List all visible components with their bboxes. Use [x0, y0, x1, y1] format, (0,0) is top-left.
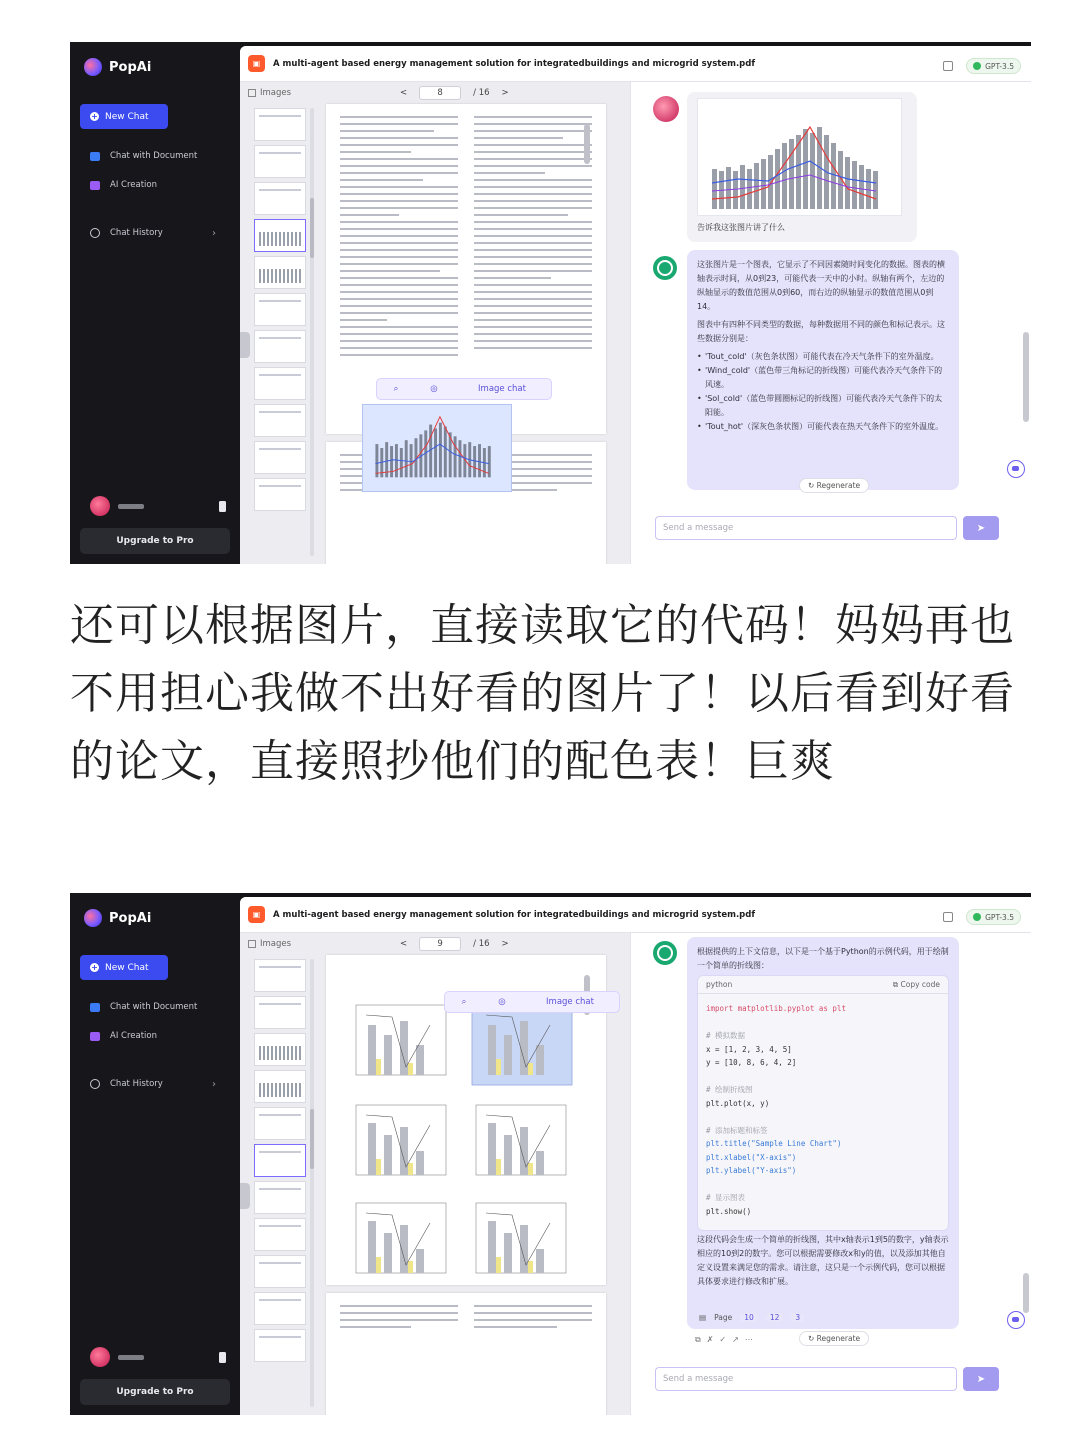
pdf-icon: ▣ — [248, 906, 265, 923]
assistant-message — [687, 250, 959, 490]
openai-icon — [973, 913, 981, 921]
page-ref[interactable]: 10 — [740, 1313, 758, 1322]
code-line — [706, 1178, 940, 1192]
code-line: # 模拟数据 — [706, 1031, 746, 1040]
images-label: Images — [260, 88, 292, 98]
thumbnail-panel — [248, 82, 314, 564]
regenerate-label: Regenerate — [816, 481, 861, 490]
popai-logo-icon — [84, 58, 102, 76]
page-thumbnail-active[interactable] — [254, 1144, 306, 1177]
main-panel — [240, 46, 1031, 564]
sidebar-item-label: Chat History — [110, 1079, 163, 1089]
selected-figure[interactable] — [362, 404, 512, 492]
source-pages — [699, 1313, 804, 1322]
assistant-float-icon[interactable] — [1007, 1311, 1025, 1329]
bot-avatar — [653, 256, 677, 280]
share-icon[interactable] — [943, 61, 953, 71]
caption-text: 还可以根据图片，直接读取它的代码！妈妈再也不用担心我做不出好看的图片了！以后看到好看的论文，直接照抄他们的配色表！巨爽 — [70, 600, 1015, 787]
send-icon: ➤ — [976, 1373, 986, 1385]
document-title: A multi-agent based energy management solution for integratedbuildings and microgrid system.pdf — [273, 58, 756, 69]
model-label: GPT-3.5 — [985, 61, 1014, 71]
bot-avatar — [653, 941, 677, 965]
sidebar-item-chat-with-document[interactable] — [80, 148, 230, 164]
page-thumbnail[interactable] — [254, 145, 306, 178]
code-line — [706, 1110, 940, 1124]
answer-paragraph: 图表中有四种不同类型的数据，每种数据用不同的颜色和标记表示。这些数据分别是： — [697, 320, 945, 343]
zoom-icon[interactable]: ⌕ — [461, 997, 467, 1007]
page-total: / 16 — [473, 88, 490, 98]
code-line: plt.xlabel("X-axis") — [706, 1152, 797, 1162]
code-line — [706, 1016, 940, 1030]
sidebar-item-label: Chat History — [110, 228, 163, 238]
more-icon[interactable]: ⋯ — [744, 1335, 753, 1344]
page-total: / 16 — [473, 939, 490, 949]
page-thumbnail[interactable] — [254, 1107, 306, 1140]
code-line: x = [1, 2, 3, 4, 5] — [706, 1044, 792, 1054]
page-thumbnail[interactable] — [254, 1181, 306, 1214]
page-label: Page — [714, 1313, 733, 1322]
page-number-input[interactable]: 9 — [419, 937, 461, 951]
code-block — [697, 975, 949, 1231]
next-page-button[interactable]: > — [501, 88, 509, 98]
code-line — [706, 1070, 940, 1084]
assistant-float-icon[interactable] — [1007, 460, 1025, 478]
user-row[interactable] — [90, 1347, 226, 1367]
screenshot-icon[interactable]: ◎ — [430, 384, 438, 394]
page-thumbnail[interactable] — [254, 404, 306, 437]
images-tab[interactable] — [248, 82, 314, 104]
user-avatar — [653, 96, 679, 122]
page-thumbnail[interactable] — [254, 959, 306, 992]
image-toolbar — [376, 378, 552, 400]
thumbnail-scrollbar[interactable] — [310, 959, 314, 1407]
logo[interactable] — [80, 52, 230, 82]
assistant-message-continued — [687, 1233, 959, 1301]
sidebar-item-label: Chat with Document — [110, 1002, 198, 1012]
pdf-icon: ▣ — [248, 55, 265, 72]
sparkle-icon — [90, 1032, 100, 1041]
chat-panel — [630, 82, 1031, 564]
page-thumbnail[interactable] — [254, 1070, 306, 1103]
page-scrollbar[interactable] — [584, 124, 590, 164]
copy-code-button[interactable] — [893, 980, 940, 990]
code-line: plt.show() — [706, 1206, 752, 1216]
upgrade-button[interactable]: Upgrade to Pro — [80, 528, 230, 554]
prev-page-button[interactable]: < — [400, 939, 408, 949]
page-thumbnail[interactable] — [254, 1255, 306, 1288]
answer-intro: 根据提供的上下文信息，以下是一个基于Python的示例代码，用于绘制一个简单的折线图： — [697, 947, 949, 970]
page-navigator — [400, 937, 509, 951]
topbar — [240, 897, 1031, 933]
images-tab[interactable] — [248, 933, 314, 955]
code-line: plt.title("Sample Line Chart") — [706, 1139, 842, 1148]
user-row[interactable] — [90, 496, 226, 516]
collapse-panel-handle[interactable] — [240, 1183, 250, 1209]
regenerate-button[interactable] — [799, 1331, 869, 1346]
images-label: Images — [260, 939, 292, 949]
sidebar-item-label: Chat with Document — [110, 151, 198, 161]
sidebar-item-label: AI Creation — [110, 1031, 157, 1041]
model-selector[interactable] — [966, 909, 1021, 925]
plus-icon: + — [91, 963, 98, 972]
message-input[interactable]: Send a message — [655, 1367, 957, 1391]
thumbnail-scrollbar[interactable] — [310, 108, 314, 556]
refresh-icon: ↻ — [808, 1334, 817, 1343]
code-header — [698, 976, 948, 994]
new-chat-button[interactable] — [80, 104, 168, 129]
plus-icon: + — [91, 112, 98, 121]
page-thumbnail[interactable] — [254, 1218, 306, 1251]
avatar[interactable] — [90, 496, 110, 516]
screenshot-icon[interactable]: ◎ — [498, 997, 506, 1007]
page-navigator — [400, 86, 509, 100]
page-ref[interactable]: 3 — [791, 1313, 804, 1322]
pdf-page — [326, 1293, 606, 1415]
document-title: A multi-agent based energy management solution for integratedbuildings and microgrid system.pdf — [273, 909, 756, 920]
image-chat-button[interactable] — [453, 384, 551, 394]
answer-list-item: • 'Wind_cold'（蓝色带三角标记的折线图）可能代表冷天气条件下的风速。 — [697, 364, 949, 392]
sidebar — [70, 893, 240, 1415]
page-thumbnail[interactable] — [254, 1033, 306, 1066]
pdf-viewer — [240, 933, 630, 1415]
openai-icon — [973, 62, 981, 70]
history-icon — [90, 228, 100, 238]
user-name-redacted — [118, 1355, 144, 1360]
share-icon[interactable]: ↗ — [732, 1335, 739, 1344]
attached-figure[interactable] — [697, 98, 902, 216]
image-chat-button[interactable] — [521, 997, 619, 1007]
page-number-input[interactable]: 8 — [419, 86, 461, 100]
image-toolbar — [444, 991, 620, 1013]
sparkle-icon — [90, 181, 100, 190]
user-question: 告诉我这张图片讲了什么 — [697, 223, 785, 232]
answer-outro: 这段代码会生成一个简单的折线图，其中x轴表示1到5的数字，y轴表示相应的10到2的数字。您可以根据需要修改x和y的值，以及添加其他自定义设置来满足您的需求。请注意，这只是一个示例代码，您可以根据具体要求进行修改和扩展。 — [697, 1235, 949, 1286]
page-icon: ▤ — [699, 1313, 707, 1322]
sidebar-item-chat-history[interactable] — [80, 1076, 230, 1092]
pdf-viewer — [240, 82, 630, 564]
new-chat-label: New Chat — [105, 962, 149, 973]
zoom-icon[interactable]: ⌕ — [393, 384, 399, 394]
topbar — [240, 46, 1031, 82]
model-selector[interactable] — [966, 58, 1021, 74]
refresh-icon: ↻ — [808, 481, 817, 490]
folder-icon — [90, 1003, 100, 1012]
send-icon: ➤ — [976, 522, 986, 534]
chat-scrollbar[interactable] — [1023, 332, 1029, 422]
page-thumbnail[interactable] — [254, 478, 306, 511]
thumbs-up-icon[interactable]: ✓ — [719, 1335, 727, 1344]
answer-paragraph: 这张图片是一个图表，它显示了不同因素随时间变化的数据。图表的横轴表示时间，从0到23，可能代表一天中的小时。纵轴有两个，左边的纵轴显示的数值范围从0到60，而右边的纵轴显示的数值范围从0到14。 — [697, 260, 945, 311]
share-icon[interactable] — [943, 912, 953, 922]
answer-list-item: • 'Sol_cold'（蓝色带圆圈标记的折线图）可能代表冷天气条件下的太阳能。 — [697, 392, 949, 420]
regenerate-button[interactable] — [799, 478, 869, 493]
code-body — [698, 994, 948, 1226]
new-chat-label: New Chat — [105, 111, 149, 122]
app-name: PopAi — [109, 910, 152, 926]
send-button[interactable] — [963, 516, 999, 540]
popai-logo-icon — [84, 909, 102, 927]
image-chat-label: Image chat — [478, 384, 526, 394]
page-thumbnail[interactable] — [254, 330, 306, 363]
figure-thumbnail — [363, 405, 511, 491]
sidebar-item-chat-with-document[interactable] — [80, 999, 230, 1015]
mobile-icon[interactable] — [219, 501, 226, 512]
page-thumbnail[interactable] — [254, 293, 306, 326]
page-ref[interactable]: 12 — [766, 1313, 784, 1322]
code-line: y = [10, 8, 6, 4, 2] — [706, 1058, 797, 1067]
folder-icon — [90, 152, 100, 161]
chat-scrollbar[interactable] — [1023, 1273, 1029, 1313]
page-thumbnail[interactable] — [254, 996, 306, 1029]
main-panel — [240, 897, 1031, 1415]
screenshot-2 — [70, 893, 1031, 1415]
copy-code-label: Copy code — [900, 979, 940, 989]
send-button[interactable] — [963, 1367, 999, 1391]
app-name: PopAi — [109, 59, 152, 75]
answer-list-item: • 'Tout_cold'（灰色条状图）可能代表在冷天气条件下的室外温度。 — [697, 350, 949, 364]
model-label: GPT-3.5 — [985, 912, 1014, 922]
page-thumbnail-active[interactable] — [254, 219, 306, 252]
copy-icon: ⧉ — [892, 979, 901, 989]
chat-panel — [630, 933, 1031, 1415]
message-input[interactable]: Send a message — [655, 516, 957, 540]
code-line: # 显示图表 — [706, 1193, 746, 1202]
answer-list-item: • 'Tout_hot'（深灰色条状图）可能代表在热天气条件下的室外温度。 — [697, 420, 949, 434]
image-icon — [248, 89, 256, 97]
sidebar-item-label: AI Creation — [110, 180, 157, 190]
sidebar-item-ai-creation[interactable] — [80, 177, 230, 193]
code-line: import matplotlib.pyplot as plt — [706, 1004, 846, 1013]
avatar[interactable] — [90, 1347, 110, 1367]
image-icon — [248, 940, 256, 948]
chevron-right-icon: › — [212, 1078, 216, 1090]
image-chat-label: Image chat — [546, 997, 594, 1007]
regenerate-label: Regenerate — [816, 1334, 861, 1343]
code-line: plt.ylabel("Y-axis") — [706, 1166, 797, 1175]
screenshot-1 — [70, 42, 1031, 564]
collapse-panel-handle[interactable] — [240, 332, 250, 358]
code-language: python — [706, 980, 733, 989]
page-thumbnail[interactable] — [254, 256, 306, 289]
sidebar — [70, 42, 240, 564]
next-page-button[interactable]: > — [501, 939, 509, 949]
prev-page-button[interactable]: < — [400, 88, 408, 98]
page-thumbnail[interactable] — [254, 108, 306, 141]
logo[interactable] — [80, 903, 230, 933]
figure-attachment — [698, 99, 903, 217]
code-line: # 添加标题和标签 — [706, 1125, 768, 1135]
page-thumbnail[interactable] — [254, 441, 306, 474]
thumbnail-panel — [248, 933, 314, 1415]
code-line: # 绘制折线图 — [706, 1085, 753, 1094]
new-chat-button[interactable] — [80, 955, 168, 980]
chevron-right-icon: › — [212, 227, 216, 239]
page-thumbnail[interactable] — [254, 182, 306, 215]
page-thumbnail[interactable] — [254, 1292, 306, 1325]
user-name-redacted — [118, 504, 144, 509]
copy-icon[interactable]: ⧉ — [695, 1335, 701, 1344]
upgrade-button[interactable]: Upgrade to Pro — [80, 1379, 230, 1405]
thumbs-down-icon[interactable]: ✗ — [706, 1335, 714, 1344]
sidebar-item-ai-creation[interactable] — [80, 1028, 230, 1044]
message-actions — [695, 1335, 753, 1345]
page-thumbnail[interactable] — [254, 1329, 306, 1362]
sidebar-item-chat-history[interactable] — [80, 225, 230, 241]
mobile-icon[interactable] — [219, 1352, 226, 1363]
page-thumbnail[interactable] — [254, 367, 306, 400]
history-icon — [90, 1079, 100, 1089]
user-message — [687, 92, 917, 242]
code-line: plt.plot(x, y) — [706, 1098, 770, 1108]
